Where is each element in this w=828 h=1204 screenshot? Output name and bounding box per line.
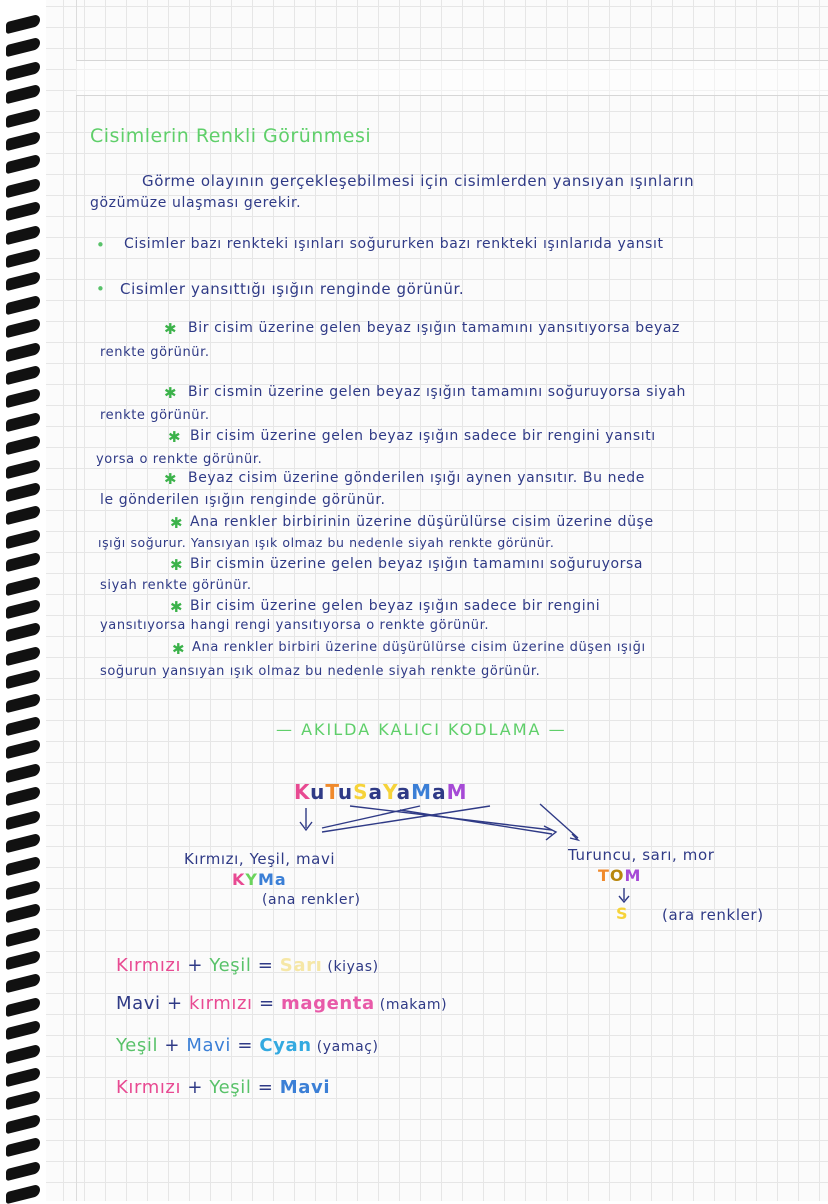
mnemonic-subtitle: — AKILDA KALICI KODLAMA — (276, 720, 567, 739)
equation-operand-a: Kırmızı (116, 1077, 182, 1098)
note-line-16: soğurun yansıyan ışık olmaz bu nedenle siyah renkte görünür. (100, 664, 541, 679)
equals-sign: = (251, 1077, 280, 1098)
equation-result: Mavi (279, 1077, 331, 1098)
equation-result: Cyan (259, 1035, 312, 1056)
right-colors: Turuncu, sarı, mor (568, 846, 715, 864)
mnemonic-letter: T (598, 866, 610, 885)
left-note: (ana renkler) (262, 892, 361, 908)
mnemonic-letter: K (232, 870, 246, 889)
page-title: Cisimlerin Renkli Görünmesi (90, 125, 372, 147)
note-line-4: renkte görünür. (100, 408, 210, 423)
equation-operand-b: Yeşil (209, 955, 252, 976)
mnemonic-letter: u (310, 780, 326, 804)
left-code (232, 870, 287, 889)
intro-line-1: Görme olayının gerçekleşebilmesi için cisimlerden yansıyan ışınların (142, 172, 695, 190)
mnemonic-letter: a (396, 780, 412, 804)
equation-result: Sarı (279, 955, 323, 976)
mnemonic-letter: S (353, 780, 369, 804)
mnemonic-letter: M (446, 780, 468, 804)
star-icon: ✱ (170, 514, 184, 532)
note-line-12: siyah renkte görünür. (100, 578, 252, 593)
note-line-5: Bir cisim üzerine gelen beyaz ışığın sadece bir rengini yansıtı (190, 428, 656, 444)
star-icon: ✱ (170, 598, 184, 616)
equation-row (116, 955, 379, 976)
equation-row (116, 1077, 330, 1098)
equals-sign: = (252, 993, 281, 1014)
equation-operand-a: Mavi (116, 993, 161, 1014)
equation-operand-a: Kırmızı (116, 955, 182, 976)
equation-note: (yamaç) (311, 1039, 379, 1055)
note-line-9: Ana renkler birbirinin üzerine düşürülürse cisim üzerine düşe (190, 514, 654, 530)
equation-result: magenta (280, 993, 375, 1014)
equation-note: (kiyas) (322, 959, 379, 975)
equation-row (116, 993, 447, 1014)
star-icon: ✱ (164, 320, 178, 338)
star-icon: ✱ (170, 556, 184, 574)
note-line-15: Ana renkler birbiri üzerine düşürülürse cisim üzerine düşen ışığı (192, 640, 646, 655)
note-line-10: ışığı soğurur. Yansıyan ışık olmaz bu nedenle siyah renkte görünür. (98, 535, 555, 550)
star-icon: ✱ (164, 470, 178, 488)
equals-sign: = (251, 955, 280, 976)
star-icon: ✱ (168, 428, 182, 446)
note-line-14: yansıtıyorsa hangi rengi yansıtıyorsa o renkte görünür. (100, 618, 490, 633)
equation-operand-b: Mavi (186, 1035, 232, 1056)
plus-sign: + (181, 955, 210, 976)
note-line-7: Beyaz cisim üzerine gönderilen ışığı aynen yansıtır. Bu nede (188, 470, 646, 486)
mnemonic-letter: Ma (258, 870, 287, 889)
mnemonic-letter: a (432, 780, 447, 804)
intro-line-2: gözümüze ulaşması gerekir. (90, 195, 302, 211)
plus-sign: + (158, 1035, 187, 1056)
right-note: (ara renkler) (662, 906, 764, 924)
mnemonic-letter: M (411, 780, 433, 804)
plus-sign: + (160, 993, 189, 1014)
note-line-6: yorsa o renkte görünür. (96, 452, 263, 467)
mnemonic-letter: O (609, 866, 625, 885)
equation-operand-a: Yeşil (116, 1035, 159, 1056)
mnemonic-letter: K (294, 780, 311, 804)
right-code (598, 866, 641, 885)
mnemonic-letter: u (337, 780, 354, 804)
bullet-1: Cisimler bazı renkteki ışınları soğururken bazı renkteki ışınlarıda yansıt (124, 236, 664, 252)
bullet-dot-2: • (96, 280, 106, 298)
note-line-11: Bir cismin üzerine gelen beyaz ışığın tamamını soğuruyorsa (190, 556, 644, 572)
bullet-dot-1: • (96, 236, 106, 254)
equation-operand-b: Yeşil (209, 1077, 252, 1098)
mnemonic-letter: T (325, 780, 338, 804)
equation-operand-b: kırmızı (188, 993, 253, 1014)
star-icon: ✱ (172, 640, 186, 658)
mnemonic-letter: M (624, 866, 642, 885)
equation-row (116, 1035, 379, 1056)
equation-note: (makam) (374, 997, 448, 1013)
bullet-2: Cisimler yansıttığı ışığın renginde görünür. (120, 280, 465, 298)
note-line-2: renkte görünür. (100, 345, 210, 360)
mnemonic-letter: Y (245, 870, 258, 889)
note-line-8: le gönderilen ışığın renginde görünür. (100, 492, 386, 508)
left-colors: Kırmızı, Yeşil, mavi (184, 850, 336, 868)
star-icon: ✱ (164, 384, 178, 402)
plus-sign: + (181, 1077, 210, 1098)
equals-sign: = (231, 1035, 260, 1056)
mnemonic-letter: Y (383, 780, 397, 804)
note-line-3: Bir cismin üzerine gelen beyaz ışığın tamamını soğuruyorsa siyah (188, 384, 687, 400)
note-line-1: Bir cisim üzerine gelen beyaz ışığın tamamını yansıtıyorsa beyaz (188, 320, 681, 336)
note-line-13: Bir cisim üzerine gelen beyaz ışığın sadece bir rengini (190, 598, 601, 614)
arrow-s (400, 810, 552, 834)
right-s: S (616, 904, 629, 923)
mnemonic-letter: a (368, 780, 384, 804)
